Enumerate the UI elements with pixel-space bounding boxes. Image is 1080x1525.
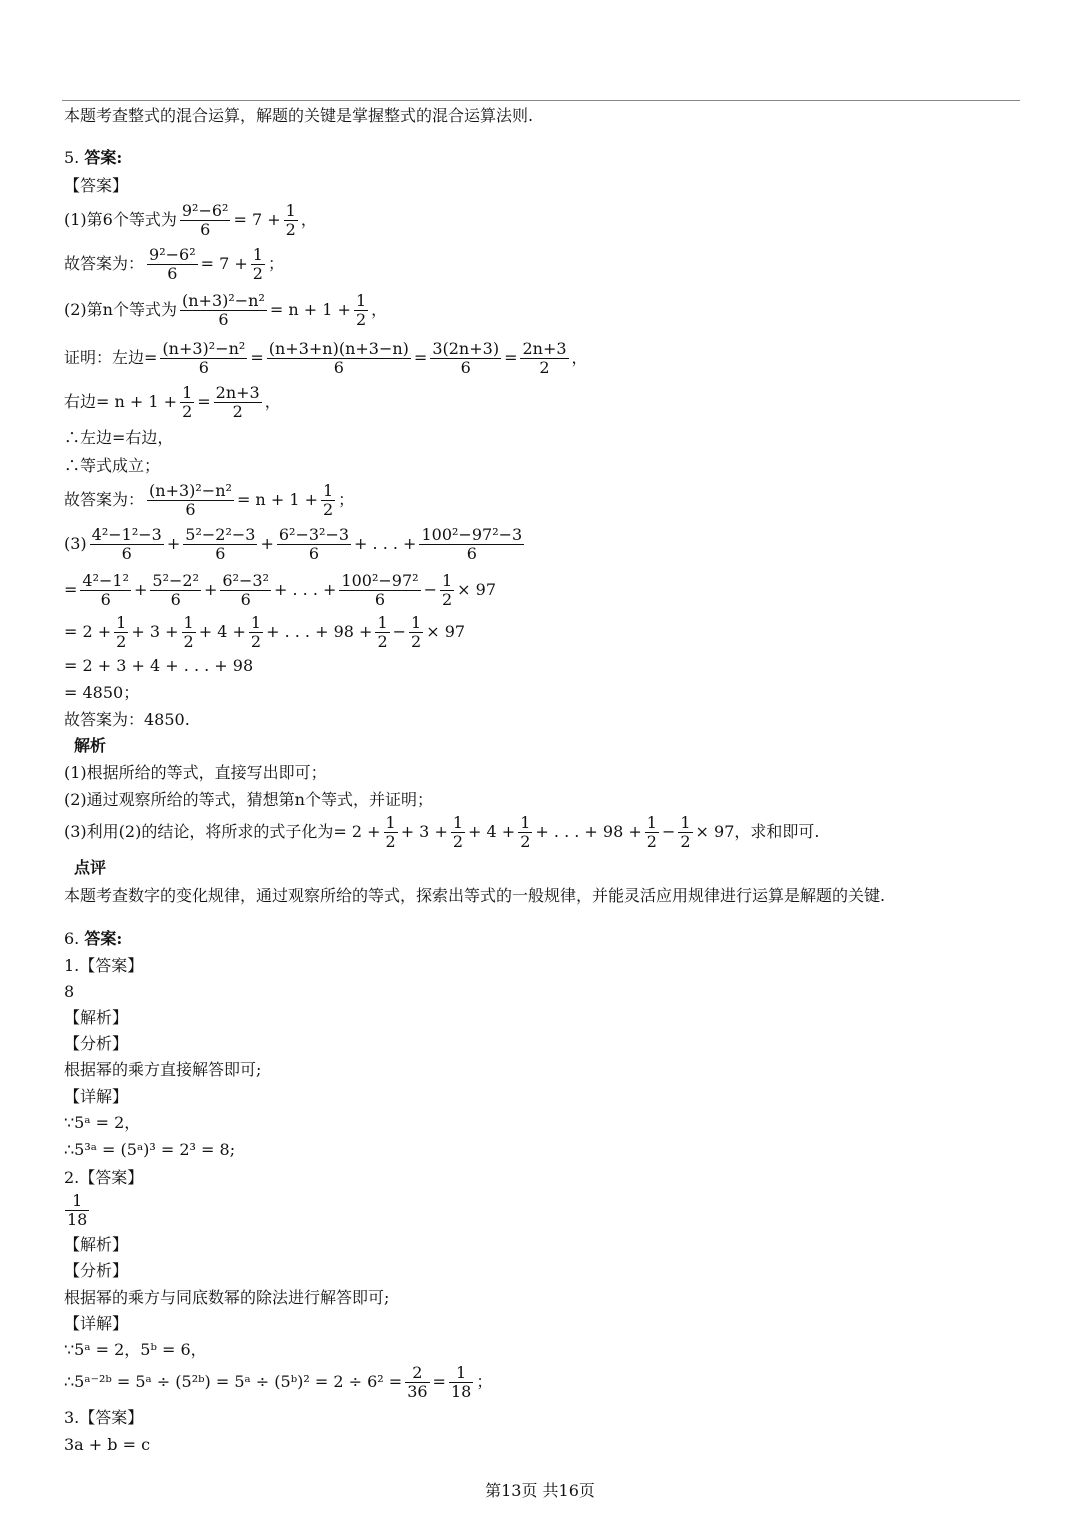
q5-part3-line3: = 2 + $\frac{1}{2}$ + 3 + $\frac{1}{2}$ + 4 + $\frac{1}{2}$ + . . . + 98 + $\frac{1}{2}$ − $\frac{1}{2}$ × 97	[64, 613, 466, 651]
q5-heading	[64, 148, 122, 168]
page-footer: 第13页 共16页	[485, 1481, 595, 1500]
q6-s2-value	[62, 1192, 92, 1229]
fraction: $\frac{(n+3+n)(n+3-n)}{6}$	[268, 339, 409, 377]
q5-proof: 证明：左边= $\frac{\text{(n+3)²−n²}}{6}$ = $\frac{(n+3+n)(n+3-n)}{6}$ = $\frac{3(2n+3)}{6}$ = $\frac{2n+3}{2}$ ，	[64, 339, 588, 377]
q5-part3-line2: = $\frac{\text{4²−1²}}{6}$ + $\frac{\text{5²−2²}}{6}$ + $\frac{\text{6²−3²}}{6}$ + . . . + $\frac{\text{100²−97²}}{6}$ − $\frac{1}{2}$ × 97	[64, 571, 497, 609]
q5-part1-answer: 故答案为： $\frac{\text{9²−6²}}{6}$ = 7 + $\frac{1}{2}$ ；	[64, 245, 284, 283]
fraction: $\frac{1}{2}$	[646, 813, 657, 851]
q6-s1-jiexi: 【解析】	[64, 1008, 129, 1027]
q6-s2-fenxi: 根据幂的乘方与同底数幂的除法进行解答即可;	[64, 1288, 390, 1307]
q6-s1-fenxi: 根据幂的乘方直接解答即可;	[64, 1060, 262, 1079]
header-rule	[62, 100, 1020, 101]
fraction: $\frac{\text{(n+3)²−n²}}{6}$	[162, 339, 246, 377]
fraction: $\frac{1}{2}$	[377, 613, 388, 651]
q5-part1: (1)第6个等式为 $\frac{\text{9²−6²}}{6}$ = 7 + $\frac{1}{2}$ ，	[64, 201, 317, 239]
q6-s3-answer-tag: 3.【答案】	[64, 1408, 144, 1427]
q5-therefore-2: ∴等式成立；	[64, 456, 161, 475]
q5-analysis-3: (3)利用(2)的结论，将所求的式子化为= 2 + $\frac{1}{2}$ + 3 + $\frac{1}{2}$ + 4 + $\frac{1}{2}$ + . . . + 98 + $\frac{1}{2}$ − $\frac{1}{2}$ × 97，求和即可.	[64, 813, 820, 851]
fraction: $\frac{\text{(n+3)²−n²}}{6}$	[181, 291, 265, 329]
q5-comment: 本题考查数字的变化规律，通过观察所给的等式，探索出等式的一般规律，并能灵活应用规律进行运算是解题的关键.	[64, 886, 886, 905]
fraction: $\frac{3(2n+3)}{6}$	[432, 339, 500, 377]
q6-s1-value: 8	[64, 982, 75, 1001]
fraction: $\frac{1}{2}$	[411, 613, 422, 651]
fraction: $\frac{\text{4²−1²−3}}{6}$	[91, 525, 162, 563]
fraction: $\frac{1}{2}$	[680, 813, 691, 851]
q5-final-answer: 故答案为：4850.	[64, 710, 190, 729]
fraction: $\frac{1}{2}$	[116, 613, 127, 651]
fraction: $\frac{\text{(n+3)²−n²}}{6}$	[149, 481, 232, 519]
q6-s2-therefore: ∴5ᵃ⁻²ᵇ = 5ᵃ ÷ (5²ᵇ) = 5ᵃ ÷ (5ᵇ)² = 2 ÷ 6² = $\frac{2}{36}$ = $\frac{1}{18}$ ；	[64, 1363, 493, 1401]
fraction: $\frac{\text{5²−2²}}{6}$	[152, 571, 199, 609]
q6-s2-fenxi-tag: 【分析】	[64, 1261, 129, 1280]
q6-s1-because: ∵5ᵃ = 2，	[64, 1113, 141, 1132]
fraction: $\frac{1}{18}$	[450, 1363, 472, 1401]
fraction: $\frac{1}{2}$	[520, 813, 531, 851]
fraction: $\frac{\text{5²−2²−3}}{6}$	[185, 525, 256, 563]
q5-comment-title: 点评	[74, 858, 107, 877]
fraction: $\frac{\text{6²−3²}}{6}$	[222, 571, 269, 609]
fraction: $\frac{1}{2}$	[182, 383, 193, 421]
q5-right-side: 右边= n + 1 + $\frac{1}{2}$ = $\frac{2n+3}{2}$ ，	[64, 383, 281, 421]
q6-title: 答案:	[84, 929, 123, 948]
q6-s1-therefore: ∴5³ᵃ = (5ᵃ)³ = 2³ = 8;	[64, 1140, 236, 1159]
q5-therefore-1: ∴左边=右边，	[64, 428, 174, 447]
fraction: $\frac{2n+3}{2}$	[522, 339, 567, 377]
q6-s2-xiangjie: 【详解】	[64, 1314, 129, 1333]
fraction: $\frac{\text{9²−6²}}{6}$	[181, 201, 229, 239]
q5-number: 5.	[64, 148, 80, 167]
fraction: $\frac{1}{2}$	[441, 571, 453, 609]
q6-s2-because: ∵5ᵃ = 2，5ᵇ = 6，	[64, 1340, 207, 1359]
q5-part2-answer: 故答案为： $\frac{\text{(n+3)²−n²}}{6}$ = n + 1 + $\frac{1}{2}$ ；	[64, 481, 355, 519]
fraction: $\frac{1}{18}$	[67, 1191, 88, 1229]
fraction: $\frac{1}{2}$	[322, 481, 334, 519]
fraction: $\frac{1}{2}$	[183, 613, 194, 651]
header-note: 本题考查整式的混合运算，解题的关键是掌握整式的混合运算法则.	[64, 106, 534, 125]
q6-number: 6.	[64, 929, 80, 948]
q6-s1-answer-tag: 1.【答案】	[64, 956, 144, 975]
q5-part3-line1: (3) $\frac{\text{4²−1²−3}}{6}$ + $\frac{\text{5²−2²−3}}{6}$ + $\frac{\text{6²−3²−3}}{6}$ + . . . + $\frac{\text{100²−97²−3}}{6}$	[64, 525, 523, 563]
q5-part2: (2)第n个等式为 $\frac{\text{(n+3)²−n²}}{6}$ = n + 1 + $\frac{1}{2}$ ，	[64, 291, 388, 329]
fraction: $\frac{\text{100²−97²}}{6}$	[341, 571, 419, 609]
q5-analysis-title: 解析	[74, 736, 107, 755]
fraction: $\frac{\text{9²−6²}}{6}$	[149, 245, 196, 283]
q5-answer-tag: 【答案】	[64, 176, 129, 195]
q6-s3-value: 3a + b = c	[64, 1435, 151, 1454]
fraction: $\frac{\text{6²−3²−3}}{6}$	[278, 525, 350, 563]
fraction: $\frac{1}{2}$	[250, 613, 262, 651]
q5-part3-line5: = 4850；	[64, 683, 140, 702]
q5-part3-line4: = 2 + 3 + 4 + . . . + 98	[64, 656, 254, 675]
fraction: $\frac{\text{100²−97²−3}}{6}$	[421, 525, 523, 563]
fraction: $\frac{\text{4²−1²}}{6}$	[82, 571, 129, 609]
fraction: $\frac{1}{2}$	[385, 813, 396, 851]
fraction: $\frac{1}{2}$	[355, 291, 367, 329]
fraction: $\frac{1}{2}$	[252, 245, 263, 283]
q5-analysis-1: (1)根据所给的等式，直接写出即可；	[64, 763, 327, 782]
fraction: $\frac{2}{36}$	[407, 1363, 428, 1401]
q6-s1-fenxi-tag: 【分析】	[64, 1034, 129, 1053]
q6-s2-answer-tag: 2.【答案】	[64, 1168, 144, 1187]
q5-title: 答案:	[84, 148, 123, 167]
q6-s1-xiangjie: 【详解】	[64, 1087, 129, 1106]
q5-analysis-2: (2)通过观察所给的等式，猜想第n个等式，并证明；	[64, 790, 433, 809]
fraction: $\frac{1}{2}$	[452, 813, 464, 851]
q6-s2-jiexi: 【解析】	[64, 1235, 129, 1254]
q6-heading	[64, 929, 122, 949]
fraction: $\frac{2n+3}{2}$	[215, 383, 260, 421]
fraction: $\frac{1}{2}$	[285, 201, 296, 239]
